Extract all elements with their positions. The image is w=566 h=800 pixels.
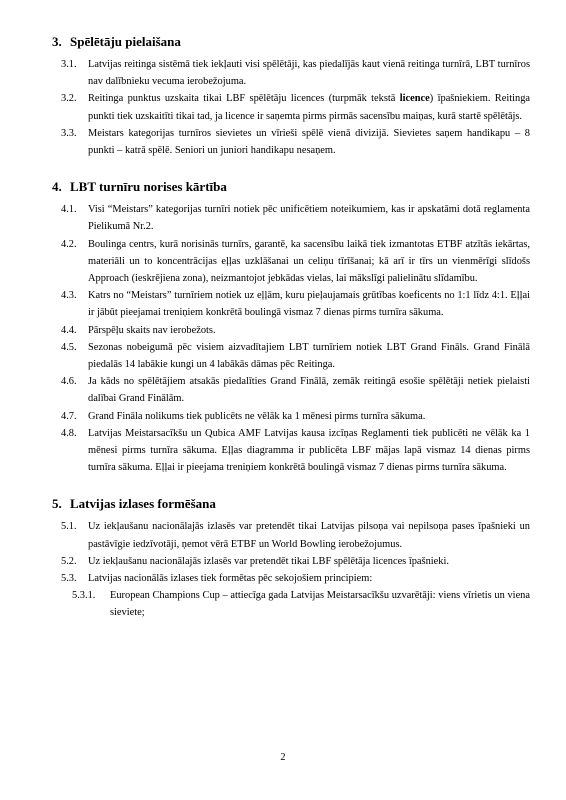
item-text: Ja kāds no spēlētājiem atsakās piedalīties Grand Finālā, zemāk reitingā esošie spēlētāji netiek pielaisti dalībai Grand Finālām. [88, 376, 530, 405]
item-text: Visi “Meistars” kategorijas turnīri notiek pēc unificētiem noteikumiem, kas ir apskatāmi dotā reglamenta Pielikumā Nr.2. [88, 204, 530, 233]
list-item [52, 339, 530, 373]
item-text: Katrs no “Meistars” turnīriem notiek uz eļļām, kuru pieļaujamais grūtības koeficents no 1:1 līdz 4:1. Eļļai ir jābūt pieejamai treniņiem konkrētā boulingā vismaz 7 dienas pirms turnīra sākuma. [88, 290, 530, 319]
section-heading [52, 179, 530, 195]
list-item [52, 322, 530, 339]
item-number: 5.3.1. [72, 590, 96, 602]
item-text: Grand Fināla nolikums tiek publicēts ne vēlāk ka 1 mēnesi pirms turnīra sākuma. [88, 410, 426, 422]
section-number: 3. [52, 34, 62, 49]
section-3 [52, 34, 530, 159]
list-item [52, 553, 530, 570]
item-number: 5.2. [61, 555, 77, 567]
item-number: 3.1. [61, 59, 77, 70]
section-heading [52, 34, 530, 50]
list-item [52, 287, 530, 321]
item-text: European Champions Cup – attiecīga gada Latvijas Meistarsacīkšu uzvarētāji: viens vīrietis un viena sieviete; [110, 590, 530, 619]
list-item [52, 56, 530, 90]
list-item [52, 201, 530, 235]
section-4 [52, 179, 530, 476]
item-text: Latvijas reitinga sistēmā tiek iekļauti visi spēlētāji, kas piedalījās kaut vienā reitinga turnīrā, LBT turnīros nav dalībnieku vecuma ierobežojuma. [88, 59, 530, 88]
item-number: 3.3. [61, 127, 77, 139]
item-number: 4.6. [61, 376, 77, 388]
list-item [52, 373, 530, 407]
section-heading [52, 496, 530, 512]
item-number: 4.2. [61, 238, 77, 250]
list-item [52, 236, 530, 288]
document-content [52, 34, 530, 642]
item-number: 4.1. [61, 204, 77, 216]
item-text: Pārspēļu skaits nav ierobežots. [88, 324, 216, 336]
list-item [52, 90, 530, 124]
section-number: 4. [52, 179, 62, 195]
item-text: Latvijas nacionālās izlases tiek formētas pēc sekojošiem principiem: [88, 573, 373, 585]
item-number: 4.5. [61, 341, 77, 353]
item-text: Uz iekļaušanu nacionālajās izlasēs var pretendēt tikai LBF spēlētāja licences īpašnieki. [88, 555, 449, 567]
list-item [52, 125, 530, 159]
list-item [52, 425, 530, 477]
item-number: 4.3. [61, 290, 77, 302]
item-number: 3.2. [61, 93, 77, 105]
item-number: 4.7. [61, 410, 77, 422]
page-number: 2 [280, 752, 286, 763]
list-item [52, 518, 530, 552]
item-text: Reitinga punktus uzskaita tikai LBF spēlētāju licences (turpmāk tekstā [88, 93, 400, 105]
item-number: 4.4. [61, 324, 77, 336]
item-text: Sezonas nobeigumā pēc visiem aizvadītajiem LBT turnīriem notiek LBT Grand Fināls. Grand Finālā piedalās 14 labākie kungi un 4 labākās dāmas pēc Reitinga. [88, 341, 530, 371]
item-text: Boulinga centrs, kurā norisinās turnīrs, garantē, ka sacensību laikā tiek izmantotas ETBF atzītās iekārtas, materiāli un to koncentrācijas eļļas uzklāšanai un celiņu tīrīšanai; kā arī ir tīrs un vienmērīgi slīdošs Approach (ieskrējiena zona), neizmantojot jebkādas vielas, lai mākslīgi palielinātu slīdamību. [88, 238, 530, 285]
item-text-bold: licence [399, 93, 430, 105]
section-title: Spēlētāju pielaišana [70, 34, 181, 49]
item-text: ) īpašniekiem. Reitinga punkti tiek uzskaitīti tikai tad, ja licence ir saņemta pirms pirmās sacensību maiņas, kurā startē spēlētājs. [88, 93, 531, 122]
section-title: Latvijas izlases formēšana [70, 496, 216, 512]
item-number: 5.3. [61, 573, 77, 585]
item-text: Uz iekļaušanu nacionālajās izlasēs var pretendēt tikai Latvijas pilsoņa vai nepilsoņa pases īpašnieki un pastāvīgie iedzīvotāji, ņemot vērā ETBF un World Bowling ierobežojumus. [88, 521, 530, 550]
section-5 [52, 496, 530, 621]
item-text: Meistars kategorijas turnīros sievietes un vīrieši spēlē vienā divizijā. Sievietes saņem handikapu – 8 punkti – katrā spēlē. Seniori un juniori handikapu nesaņem. [88, 127, 530, 157]
section-title: LBT turnīru norises kārtība [70, 179, 227, 195]
list-item [52, 408, 530, 425]
item-text: Latvijas Meistarsacīkšu un Qubica AMF Latvijas kausa izcīņas Reglamenti tiek publicēti ne vēlāk ka 1 mēnesi pirms turnīra sākuma. Eļļas diagramma ir publicēta LBF mājas lapā vismaz 14 dienas pirms turnīra sākuma. Eļļai ir pieejama treniņiem konkrētā boulingā vismaz 7 dienas pirms turnīra sākuma. [88, 427, 530, 474]
item-number: 4.8. [61, 427, 77, 439]
list-item [52, 570, 530, 587]
list-subitem [52, 587, 530, 621]
section-number: 5. [52, 496, 62, 512]
item-number: 5.1. [61, 521, 77, 533]
